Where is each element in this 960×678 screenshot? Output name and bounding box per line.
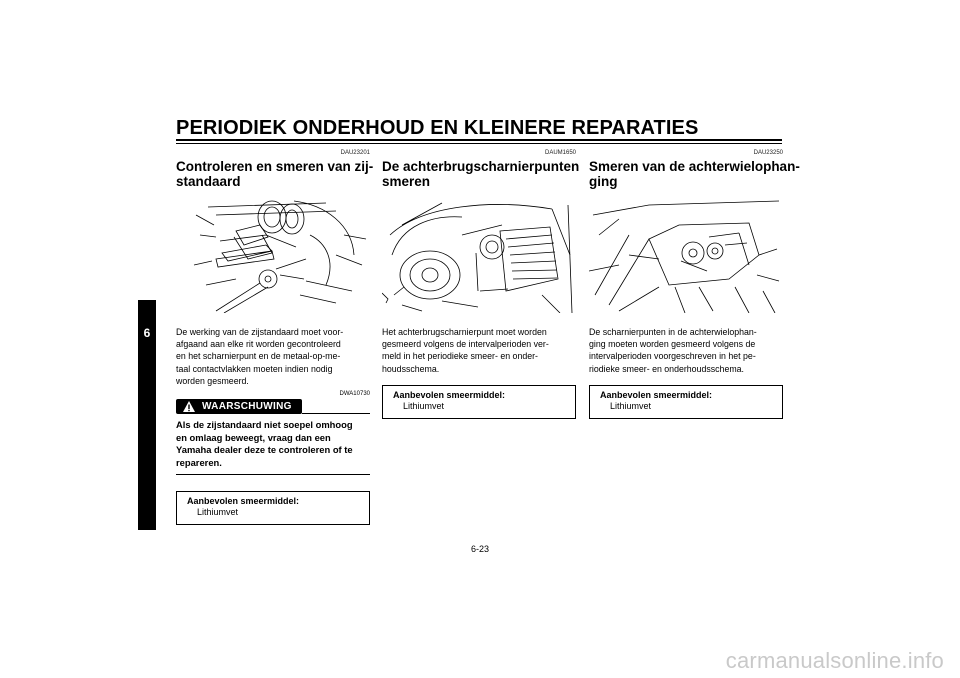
warning-end-rule [176, 474, 370, 475]
warning-line: en omlaag beweegt, vraag dan een [176, 431, 331, 443]
section-title [176, 159, 374, 189]
section-body [176, 326, 370, 387]
sidestand-illustration [176, 195, 370, 313]
body-line: afgaand aan elke rit worden gecontroleerd [176, 339, 341, 350]
body-line: riodieke smeer- en onderhoudsschema. [589, 363, 745, 374]
section-title-line: smeren [382, 174, 431, 189]
rear-suspension-illustration [589, 195, 783, 313]
body-line: intervalperioden voorgeschreven in het pe- [589, 351, 756, 362]
section-title [589, 159, 800, 189]
lubricant-value: Lithiumvet [610, 400, 652, 411]
body-line: en het scharnierpunt en de metaal-op-me- [176, 351, 341, 362]
body-line: De werking van de zijstandaard moet voor- [176, 327, 344, 337]
lubricant-box [589, 385, 783, 419]
body-line: Het achterbrugscharnierpunt moet worden [382, 327, 547, 337]
body-line: meld in het periodieke smeer- en onder- [382, 351, 538, 362]
warning-line: Als de zijstandaard niet soepel omhoog [176, 419, 353, 431]
warning-text [176, 419, 370, 469]
section-rear-suspension [589, 150, 800, 419]
warning-triangle-icon [182, 400, 196, 418]
section-title-line: Controleren en smeren van zij- [176, 159, 374, 174]
section-code: DAUM1650 [544, 150, 576, 156]
warning-code: DWA10730 [339, 391, 370, 398]
page-title: PERIODIEK ONDERHOUD EN KLEINERE REPARATIES [176, 117, 699, 139]
section-code: DAU23250 [753, 150, 783, 156]
lubricant-label: Aanbevolen smeermiddel: [600, 389, 713, 400]
warning-line: Yamaha dealer deze te controleren of te [176, 444, 353, 456]
header-rule-thin [176, 143, 782, 144]
chapter-tab [138, 300, 156, 530]
lubricant-value: Lithiumvet [403, 400, 445, 411]
section-title-line: De achterbrugscharnierpunten [382, 159, 580, 174]
section-title-line: Smeren van de achterwielophan- [589, 159, 800, 174]
warning-line: repareren. [176, 456, 222, 468]
warning-header [176, 399, 370, 417]
warning-badge [176, 399, 302, 414]
lubricant-box [176, 491, 370, 525]
chapter-number: 6 [143, 326, 151, 340]
lubricant-box [382, 385, 576, 419]
lubricant-label: Aanbevolen smeermiddel: [187, 496, 300, 507]
section-body [382, 326, 576, 375]
watermark: carmanualsonline.info [725, 648, 944, 673]
body-line: worden gesmeerd. [176, 375, 249, 386]
warning-rule [302, 413, 370, 414]
header-rule [176, 139, 782, 141]
lubricant-value: Lithiumvet [197, 507, 239, 518]
body-line: ging moeten worden gesmeerd volgens de [589, 339, 756, 350]
swingarm-illustration [382, 195, 576, 313]
lubricant-label: Aanbevolen smeermiddel: [393, 389, 506, 400]
section-title-line: ging [589, 174, 618, 189]
body-line: De scharnierpunten in de achterwielophan- [589, 327, 757, 337]
section-swingarm-pivots [382, 150, 580, 419]
body-line: taal contactvlakken moeten indien nodig [176, 363, 333, 374]
page-number: 6-23 [470, 544, 489, 554]
section-sidestand [176, 150, 374, 525]
section-title-line: standaard [176, 174, 241, 189]
section-body [589, 326, 783, 375]
body-line: houdsschema. [382, 363, 440, 374]
section-code: DAU23201 [340, 150, 370, 156]
section-title [382, 159, 580, 189]
body-line: gesmeerd volgens de intervalperioden ver- [382, 339, 549, 350]
warning-label: WAARSCHUWING [202, 401, 292, 413]
